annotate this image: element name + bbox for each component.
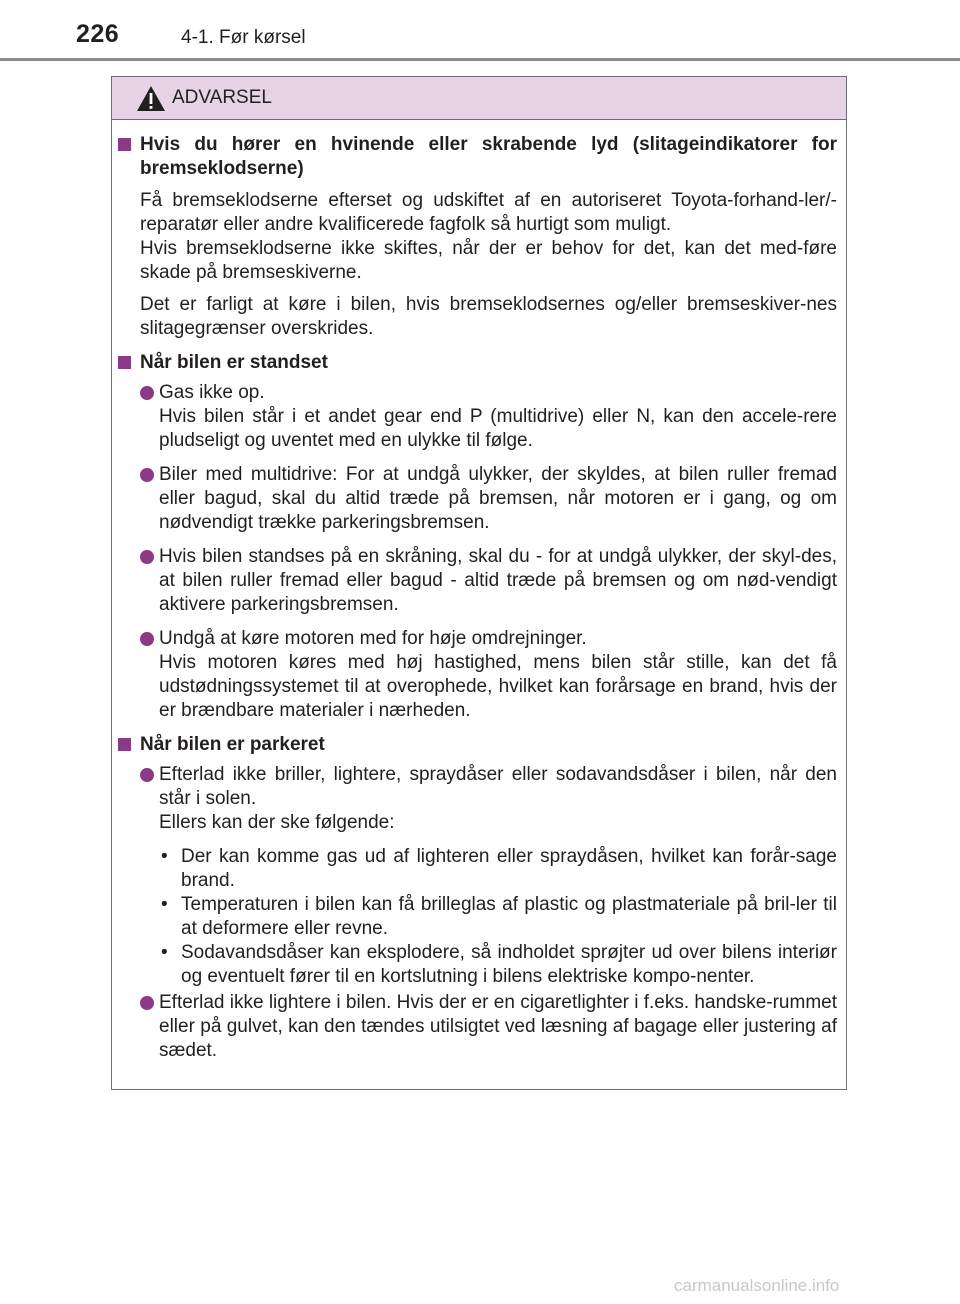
sub-list-item: • Temperaturen i bilen kan få brilleglas af plastic og plastmateriale på bril-ler til at deformere eller revne. [161,894,837,939]
circle-bullet-icon [140,386,154,400]
list-item: Gas ikke op. Hvis bilen står i et andet gear end P (multidrive) eller N, kan den accele-rere pludseligt og uventet med en ulykke til følge. [140,381,837,453]
paragraph: Hvis bremseklodserne ikke skiftes, når der er behov for det, kan det med-føre skade på bremseskiverne. [140,238,837,283]
list-item: Biler med multidrive: For at undgå ulykker, der skyldes, at bilen ruller fremad eller bagud, skal du altid træde på bremsen, når motoren er i gang, og om nødvendigt trække parkeringsbremsen. [140,463,837,535]
warning-header [112,77,846,120]
header-divider [0,58,960,61]
section-title: 4-1. Før kørsel [181,27,306,48]
warning-content [112,120,846,1063]
section-heading: Når bilen er standset [118,351,837,375]
sub-list-item: • Der kan komme gas ud af lighteren eller spraydåsen, hvilket kan forår-sage brand. [161,846,837,891]
watermark: carmanualsonline.info [674,1276,840,1295]
page-number: 226 [76,20,120,48]
list-item: Undgå at køre motoren med for høje omdrejninger. Hvis motoren køres med høj hastighed, mens bilen står stille, kan det få udstødningssystemet til at overophede, hvilket kan forårsage en brand, hvis der er brændbare materialer i nærheden. [140,627,837,723]
circle-bullet-icon [140,632,154,646]
section-heading: Når bilen er parkeret [118,733,837,757]
square-bullet-icon [118,356,131,369]
square-bullet-icon [118,738,131,751]
warning-triangle-icon [136,85,166,112]
circle-bullet-icon [140,768,154,782]
list-item: Efterlad ikke lightere i bilen. Hvis der er en cigaretlighter i f.eks. handske-rummet eller på gulvet, kan den tændes utilsigtet ved læsning af bagage eller justering af sædet. [140,991,837,1063]
section-heading: Hvis du hører en hvinende eller skrabende lyd (slitageindikatorer for bremseklodserne) [118,133,837,181]
warning-box [111,76,847,1090]
warning-title: ADVARSEL [172,87,272,108]
list-item: Efterlad ikke briller, lightere, spraydåser eller sodavandsdåser i bilen, når den står i solen. Ellers kan der ske følgende: • Der kan komme gas ud af lighteren eller spraydåsen, hvilket kan forår-sage brand. • Temperaturen i bilen kan få brilleglas af plastic og plastmateriale på bril-ler til at deformere eller revne. • Sodavandsdåser kan eksplodere, så indholdet sprøjter ud over bilens interiør og eventuelt fører til en kortslutning i bilens elektriske kompo-nenter. [140,763,837,989]
circle-bullet-icon [140,550,154,564]
page-header [0,0,960,64]
sub-list [159,845,837,989]
square-bullet-icon [118,138,131,151]
paragraph: Få bremseklodserne efterset og udskiftet af en autoriseret Toyota-forhand-ler/-reparatør eller andre kvalificerede fagfolk så hurtigt som muligt. [140,190,837,235]
list-item: Hvis bilen standses på en skråning, skal du - for at undgå ulykker, der skyl-des, at bilen ruller fremad eller bagud - altid træde på bremsen og om nød-vendigt aktivere parkeringsbremsen. [140,545,837,617]
circle-bullet-icon [140,468,154,482]
paragraph: Det er farligt at køre i bilen, hvis bremseklodsernes og/eller bremseskiver-nes slitagegrænser overskrides. [140,294,837,339]
sub-list-item: • Sodavandsdåser kan eksplodere, så indholdet sprøjter ud over bilens interiør og eventuelt fører til en kortslutning i bilens elektriske kompo-nenter. [161,942,837,987]
circle-bullet-icon [140,996,154,1010]
